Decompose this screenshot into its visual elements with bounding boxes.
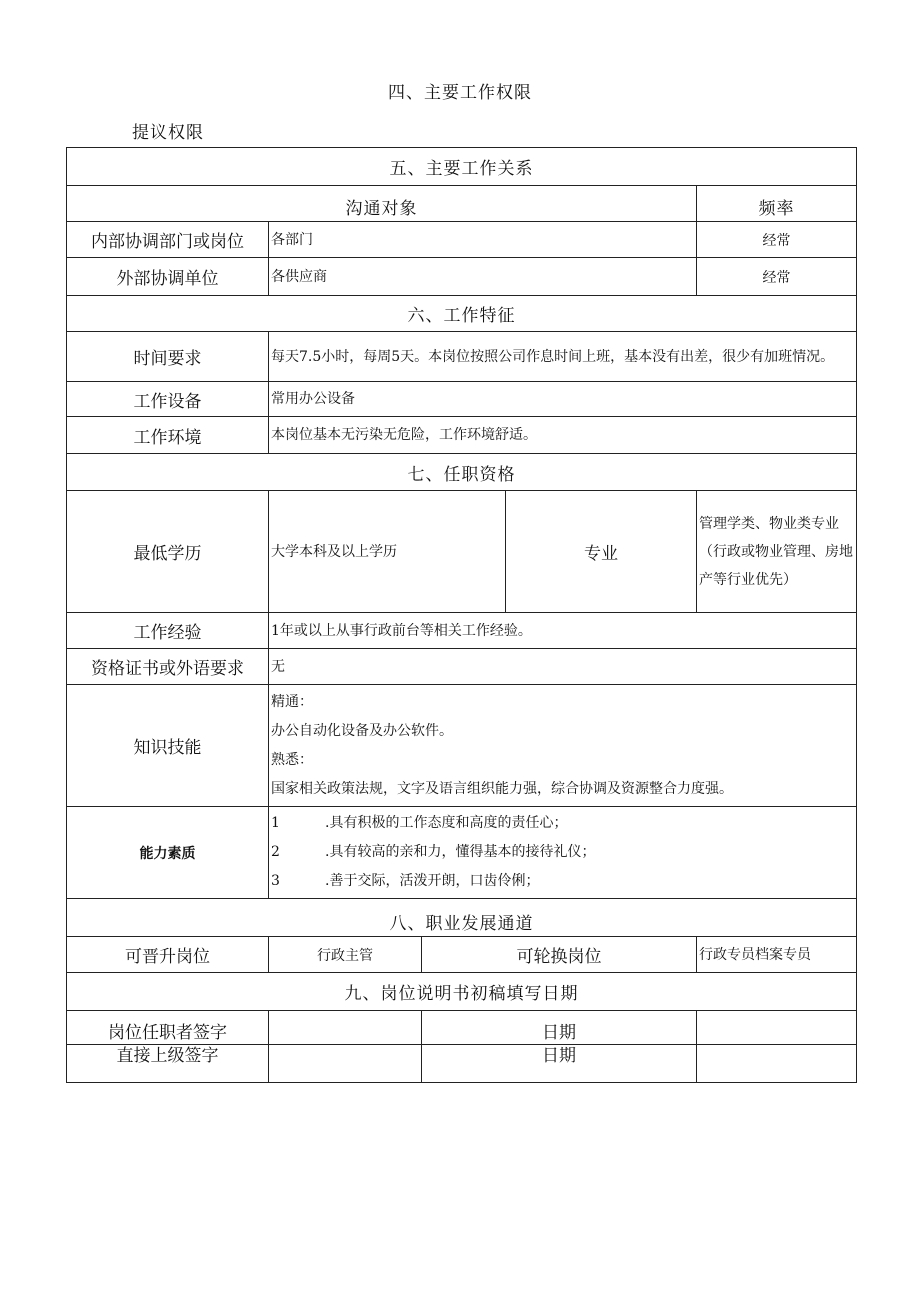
promote-value: 行政主管 <box>269 937 422 973</box>
ability-item: 1 .具有积极的工作态度和高度的责任心； <box>271 815 568 831</box>
col-freq-header: 频率 <box>697 186 857 222</box>
skill-line: 办公自动化设备及办公软件。 <box>271 722 453 739</box>
ability-label: 能力素质 <box>67 807 269 899</box>
cert-label: 资格证书或外语要求 <box>67 649 269 685</box>
edu-label: 最低学历 <box>67 491 269 613</box>
internal-value: 各部门 <box>269 222 697 258</box>
super-sign-label: 直接上级签字 <box>67 1045 269 1083</box>
external-freq: 经常 <box>697 258 857 296</box>
section7-title: 七、任职资格 <box>67 454 857 491</box>
holder-sign-label: 岗位任职者签字 <box>67 1011 269 1045</box>
ability-item: 2 .具有较高的亲和力，懂得基本的接待礼仪； <box>271 844 596 860</box>
major-value: 管理学类、物业类专业（行政或物业管理、房地产等行业优先） <box>697 491 857 613</box>
col-target-header: 沟通对象 <box>67 186 697 222</box>
env-value: 本岗位基本无污染无危险，工作环境舒适。 <box>269 417 857 454</box>
equip-value: 常用办公设备 <box>269 382 857 417</box>
exp-label: 工作经验 <box>67 613 269 649</box>
section8-title: 八、职业发展通道 <box>67 899 857 937</box>
section5-title: 五、主要工作关系 <box>67 148 857 186</box>
skill-label: 知识技能 <box>67 685 269 807</box>
section4-item: 提议权限 <box>132 123 204 143</box>
super-date-label: 日期 <box>422 1045 697 1083</box>
edu-value: 大学本科及以上学历 <box>269 491 506 613</box>
internal-freq: 经常 <box>697 222 857 258</box>
holder-sign-field[interactable] <box>269 1011 422 1045</box>
time-label: 时间要求 <box>67 332 269 382</box>
section9-title: 九、岗位说明书初稿填写日期 <box>67 973 857 1011</box>
env-label: 工作环境 <box>67 417 269 454</box>
exp-value: 1年或以上从事行政前台等相关工作经验。 <box>269 613 857 649</box>
equip-label: 工作设备 <box>67 382 269 417</box>
rotate-label: 可轮换岗位 <box>422 937 697 973</box>
job-description-table <box>66 147 857 1083</box>
promote-label: 可晋升岗位 <box>67 937 269 973</box>
super-date-field[interactable] <box>697 1045 857 1083</box>
internal-label: 内部协调部门或岗位 <box>67 222 269 258</box>
holder-date-label: 日期 <box>422 1011 697 1045</box>
cert-value: 无 <box>269 649 857 685</box>
ability-value <box>269 807 857 899</box>
section6-title: 六、工作特征 <box>67 296 857 332</box>
skill-line: 国家相关政策法规，文字及语言组织能力强，综合协调及资源整合力度强。 <box>271 780 733 797</box>
section4-title: 四、主要工作权限 <box>388 83 532 103</box>
external-label: 外部协调单位 <box>67 258 269 296</box>
rotate-value: 行政专员档案专员 <box>697 937 857 973</box>
skill-line: 熟悉： <box>271 751 313 768</box>
time-value: 每天7.5小时，每周5天。本岗位按照公司作息时间上班，基本没有出差，很少有加班情况。 <box>269 332 857 382</box>
holder-date-field[interactable] <box>697 1011 857 1045</box>
major-label: 专业 <box>506 491 697 613</box>
skill-value <box>269 685 857 807</box>
external-value: 各供应商 <box>269 258 697 296</box>
super-sign-field[interactable] <box>269 1045 422 1083</box>
skill-line: 精通： <box>271 693 313 710</box>
ability-item: 3 .善于交际，活泼开朗，口齿伶俐； <box>271 873 540 889</box>
